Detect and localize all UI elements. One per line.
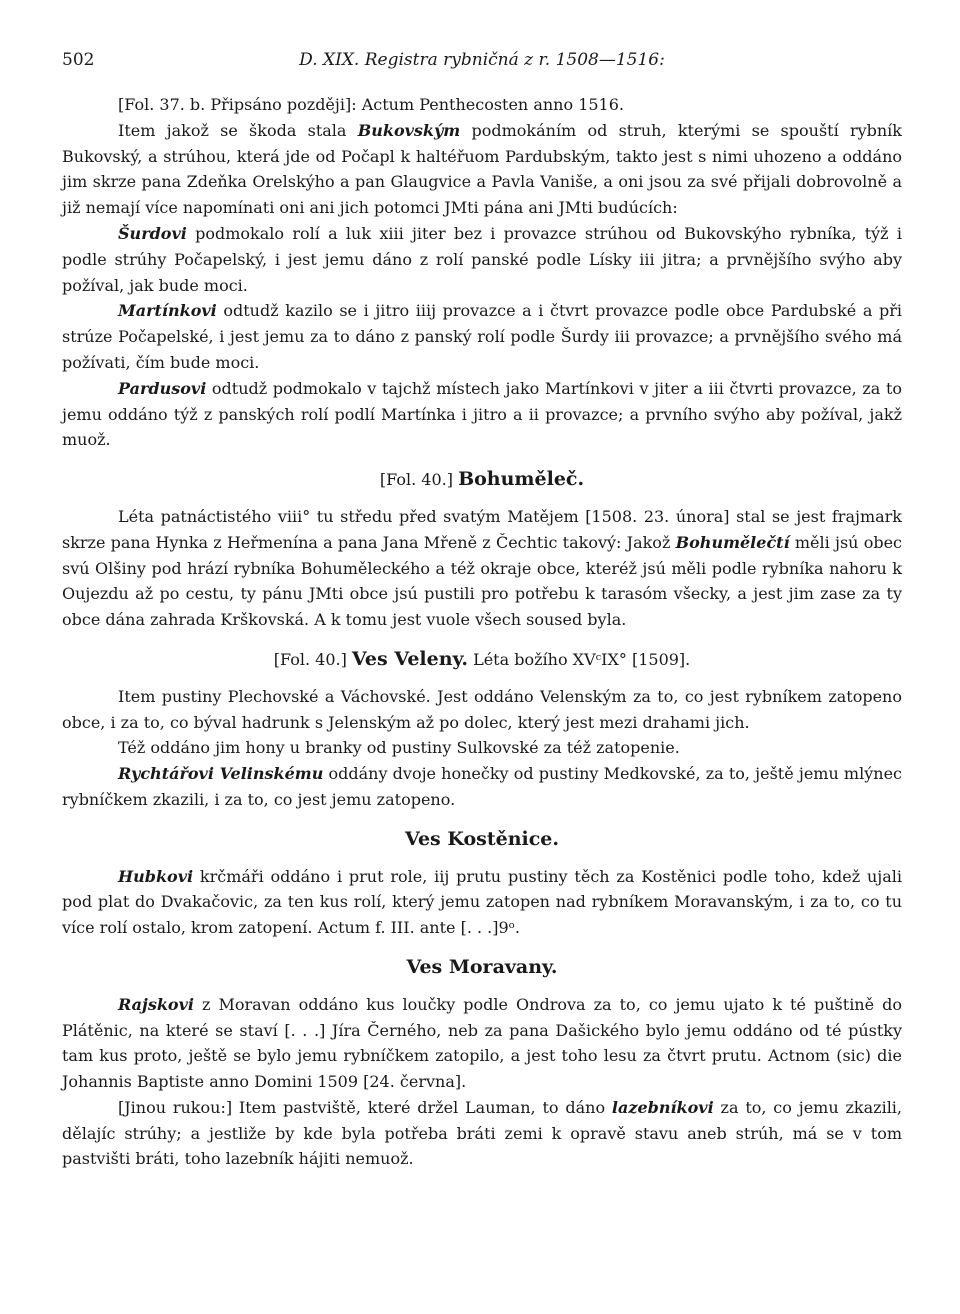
text-run: Léta patnáctistého viii° tu středu před svatým Matějem [1508. 23. února] stal se jest frajmark skrze pana Hynka z Heřmenína a pana Jana Mřeně z Čechtic takový: Jakož [62,506,902,552]
running-title: D. XIX. Registra rybničná z r. 1508—1516: [299,50,665,70]
page-header [62,50,902,74]
fol-ref: [Fol. 40.] [379,470,459,490]
paragraph-intro [62,118,902,221]
section-heading-veleny [62,647,902,673]
text-run: z Moravan oddáno kus loučky podle Ondrova za to, co jemu ujato k té puštině do Plátěnic, na které se staví [. . .] Jíra Černého, neb za pana Dašického bylo jemu oddáno od té pústky tam kus proto, ještě se bylo jemu rybníčkem zatopilo, a jest toho lesu za čtvrt prutu. Actnom (sic) die Johannis Baptiste anno Domini 1509 [24. června]. [62,994,902,1092]
person-name: Rychtářovi Velinskému [118,764,324,784]
text-run: měli jsú obec svú Olšiny pod hrází rybníka Bohuměleckého a též okraje obce, kteréž jsú měli podle rybníka nahoru k Oujezdu až po cestu, ty pánu JMti obce jsú pustili pro potřebu k tarasóm všecky, a jest jim zase za ty obce dána zahrada Krškovská. A k tomu jest vuole všech soused byla. [62,532,902,630]
section-title: Ves Kostěnice. [404,827,560,850]
person-name: Martínkovi [118,301,217,321]
paragraph-hony: Též oddáno jim hony u branky od pustiny Sulkovské za též zatopenie. [118,738,680,758]
section-title: Bohuměleč. [458,468,585,491]
person-name: Hubkovi [118,866,194,886]
text-run: podmokalo rolí a luk xiii jiter bez i provazce strúhou od Bukovskýho rybníka, týž i podle strúhy Počapelský, i jest jemu dáno z rolí panské podle Lísky iii jitra; a prvnějšího svýho aby požíval, jak bude moci. [62,223,902,295]
paragraph-frajmark [62,504,902,633]
person-name: Pardusovi [118,378,207,398]
paragraph-pustiny: Item pustiny Plechovské a Váchovské. Jest oddáno Velenským za to, co jest rybníkem zatopeno obce, i za to, co býval hadrunk s Jelenským až po dolec, který jest mezi drahami jich. [62,686,902,732]
section-title: Ves Veleny. [351,647,468,670]
person-name: Bohumělečtí [675,532,790,552]
page-body [62,92,902,1172]
person-name: Rajskovi [118,994,194,1014]
page-number: 502 [62,50,95,70]
paragraph-surda [62,221,902,298]
text-run: Item jakož se škoda stala [118,120,358,140]
person-name: Bukovským [357,120,461,140]
person-name: lazebníkovi [611,1097,714,1117]
text-run: za to, co jemu zkazili, dělajíc strúhy; a jestliže by kde byla potřeba bráti zemi k opravě stavu aneb strúh, má se v tom pastvišti bráti, toho lazebník hájiti nemuož. [62,1097,903,1169]
paragraph-hubka [62,864,902,941]
text-run: krčmáři oddáno i prut role, iij prutu pustiny těch za Kostěnici podle toho, kdež ujali pod plat do Dvakačovic, za ten kus rolí, který jemu zatopen nad rybníkem Moravanským, i za to, co tu více rolí ostalo, krom zatopení. Actum f. III. ante [. . .]9ᵒ. [62,866,902,938]
paragraph-pardus [62,376,902,453]
section-heading-moravany [62,955,902,981]
section-title: Ves Moravany. [406,955,558,978]
text-run: odtudž podmokalo v tajchž místech jako Martínkovi v jiter a iii čtvrti provazce, za to jemu oddáno týž z panských rolí podlí Martínka i jitro a ii provazce; a prvního svýho aby požíval, jakž muož. [62,378,902,450]
fol-ref: [Fol. 40.] [273,649,352,669]
section-heading-kostenice [62,827,902,853]
text-run: oddány dvoje honečky od pustiny Medkovské, za to, ještě jemu mlýnec rybníčkem zkazili, i za to, co jest jemu zatopeno. [62,764,902,809]
paragraph-martinek [62,298,902,375]
person-name: Šurdovi [118,223,187,243]
paragraph-pastviste [62,1095,902,1172]
paragraph-fol-note: [Fol. 37. b. Připsáno později]: Actum Penthecosten anno 1516. [118,95,624,114]
text-run: [Jinou rukou:] Item pastviště, které držel Lauman, to dáno [118,1097,612,1117]
section-heading-bohumelec [62,467,902,493]
paragraph-rychtar [62,761,902,813]
paragraph-rajsek [62,992,902,1095]
text-run: odtudž kazilo se i jitro iiij provazce a i čtvrt provazce podle obce Pardubské a při strúze Počapelské, i jest jemu za to dáno z panský rolí podle Šurdy iii provazce; a prvnějšího svého má požívati, čím bude moci. [62,301,902,372]
text-run: Léta božího XVᶜIX° [1509]. [468,649,691,669]
text-run: podmokáním od struh, kterými se spouští rybník Bukovský, a strúhou, která jde od Počapl k haltéřuom Pardubským, takto jest s nimi uhozeno a oddáno jim skrze pana Zdeňka Orelskýho a pan Glaugvice a Pavla Vaniše, a oni jsou za své přijali dobrovolně a již nemají více napomínati oni ani jich potomci JMti pána ani JMti budúcích: [62,120,902,218]
